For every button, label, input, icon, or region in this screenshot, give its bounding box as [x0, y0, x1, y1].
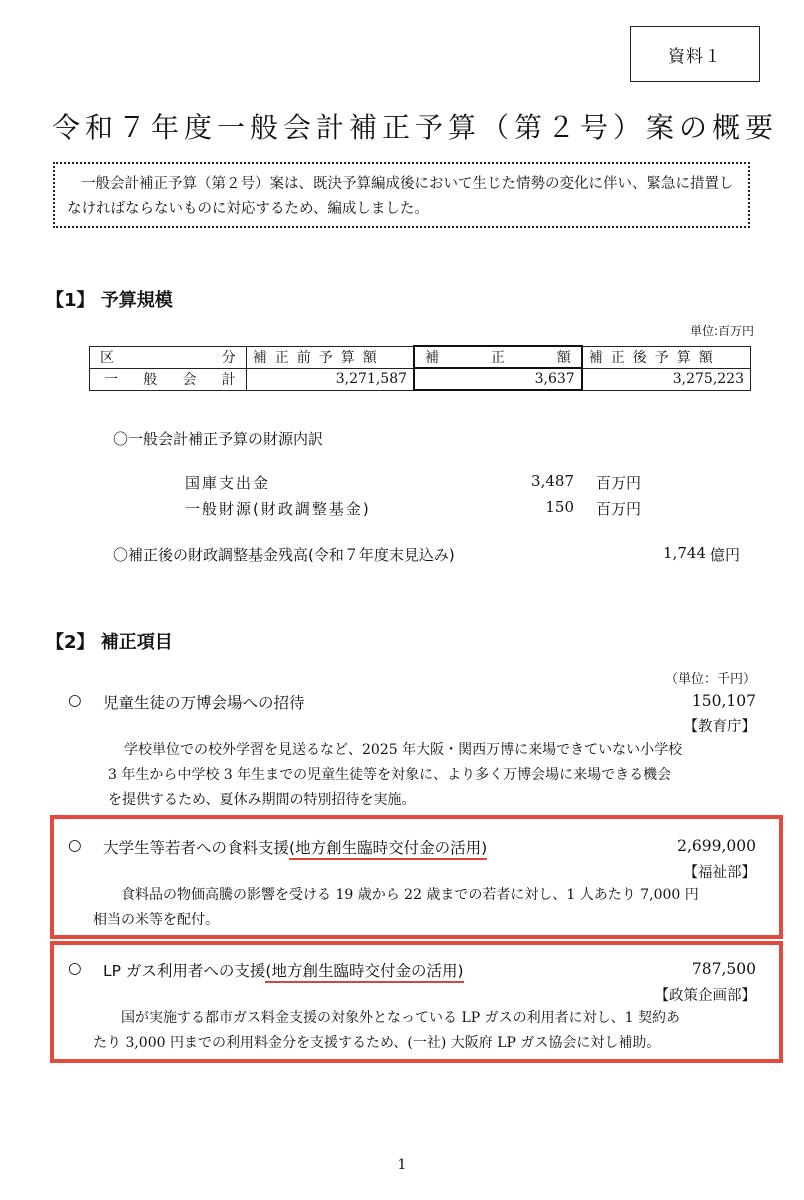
funding-value-2: 150	[545, 498, 574, 516]
item2-description	[93, 883, 699, 933]
item3-dept: 【政策企画部】	[654, 988, 756, 1004]
section2-heading: 【2】 補正項目	[46, 632, 173, 653]
funding-unit-2: 百万円	[596, 500, 642, 518]
item2-title: 大学生等若者への食料支援	[103, 839, 290, 857]
row-supplement-value: 3,637	[414, 368, 582, 390]
header-bun: 分	[221, 350, 236, 366]
funding-title: 〇一般会計補正予算の財源内訳	[113, 430, 324, 448]
item1-description	[108, 738, 682, 813]
balance-label: 〇補正後の財政調整基金残高(令和７年度末見込み)	[113, 546, 455, 564]
item1-desc-line-3: を提供するため、夏休み期間の特別招待を実施。	[108, 792, 416, 808]
item2-desc-line-2: 相当の米等を配付。	[93, 912, 219, 928]
item2-amount: 2,699,000	[677, 837, 756, 855]
header-category	[90, 346, 247, 368]
summary-box	[53, 162, 750, 228]
header-gaku: 額	[556, 350, 571, 366]
section2-unit: （単位：千円）	[664, 672, 756, 687]
item3-bullet: ○	[68, 959, 82, 977]
summary-line-2: なければならないものに対応するため、編成しました。	[67, 201, 429, 217]
balance-unit: 億円	[710, 546, 741, 564]
row-label-char-2: 般	[143, 372, 158, 388]
item3-title: LP ガス利用者への支援	[103, 962, 266, 980]
row-label-char-4: 計	[221, 372, 236, 388]
section1-heading: 【1】 予算規模	[46, 290, 173, 311]
header-ku: 区	[100, 350, 114, 366]
row-before-value: 3,271,587	[246, 368, 414, 390]
header-ho: 補	[425, 350, 440, 366]
section1-unit: 単位:百万円	[689, 324, 754, 338]
header-after: 補正後予算額	[582, 346, 751, 368]
item1-dept: 【教育庁】	[683, 719, 756, 735]
budget-table-row	[90, 368, 751, 390]
item1-desc-line-1: 学校単位での校外学習を見送るなど、2025 年大阪・関西万博に来場できていない小学校	[124, 742, 683, 758]
item3-title-row	[103, 959, 464, 981]
summary-line-1: 一般会計補正予算（第２号）案は、既決予算編成後において生じた情勢の変化に伴い、緊急に措置し	[81, 176, 734, 192]
budget-table-header	[90, 346, 751, 368]
item1-title: 児童生徒の万博会場への招待	[103, 694, 305, 712]
header-before: 補正前予算額	[246, 346, 414, 368]
document-label: 資料１	[630, 26, 760, 82]
funding-unit-1: 百万円	[596, 474, 642, 492]
item3-description	[93, 1006, 680, 1056]
row-label-char-1: 一	[104, 372, 118, 388]
item2-bullet: ○	[68, 836, 82, 854]
budget-table	[89, 345, 751, 391]
item1-desc-line-2: 3 年生から中学校 3 年生までの児童生徒等を対象に、より多く万博会場に来場できる機会	[108, 767, 672, 783]
page-number: 1	[397, 1157, 407, 1173]
item2-title-row	[103, 836, 487, 858]
item3-title-suffix: (地方創生臨時交付金の活用)	[265, 962, 463, 983]
item3-desc-line-1: 国が実施する都市ガス料金支援の対象外となっている LP ガスの利用者に対し、1 契約あ	[121, 1010, 680, 1026]
row-label-char-3: 会	[182, 372, 197, 388]
funding-value-1: 3,487	[531, 472, 574, 490]
funding-label-2: 一般財源(財政調整基金)	[185, 500, 371, 518]
item2-title-suffix: (地方創生臨時交付金の活用)	[289, 839, 487, 860]
item3-desc-line-2: たり 3,000 円までの利用料金分を支援するため、(一社) 大阪府 LP ガス協会に対し補助。	[93, 1035, 661, 1051]
header-sei: 正	[490, 350, 505, 366]
item1-bullet: ○	[68, 691, 82, 709]
header-supplement	[414, 346, 582, 368]
row-after-value: 3,275,223	[582, 368, 751, 390]
item1-amount: 150,107	[691, 692, 756, 710]
page-title: 令和７年度一般会計補正予算（第２号）案の概要	[52, 111, 779, 144]
balance-value: 1,744	[663, 544, 706, 562]
row-label	[90, 368, 247, 390]
item2-desc-line-1: 食料品の物価高騰の影響を受ける 19 歳から 22 歳までの若者に対し、1 人あたり 7,000 円	[121, 887, 699, 903]
item2-dept: 【福祉部】	[683, 865, 756, 881]
item3-amount: 787,500	[691, 960, 756, 978]
funding-label-1: 国庫支出金	[185, 474, 271, 492]
